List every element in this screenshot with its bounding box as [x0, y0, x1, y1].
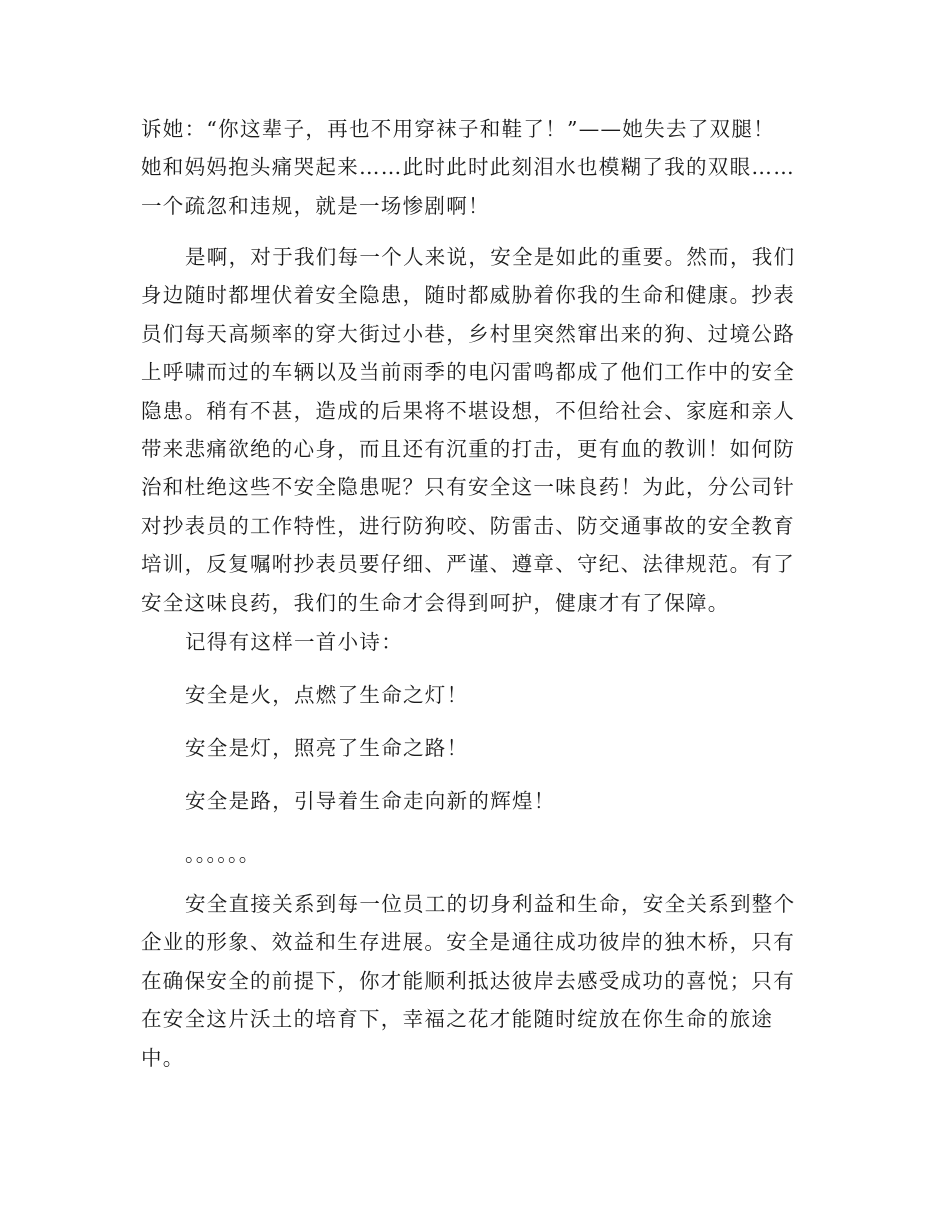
paragraph-1 — [141, 110, 811, 225]
poem-line-2: 安全是灯，照亮了生命之路！ — [185, 736, 469, 760]
paragraph-line: 企业的形象、效益和生存进展。安全是通往成功彼岸的独木桥，只有 — [141, 930, 795, 955]
paragraph-line: 一个疏忽和违规，就是一场惨剧啊！ — [141, 193, 490, 218]
paragraph-line: 员们每天高频率的穿大街过小巷，乡村里突然窜出来的狗、过境公路 — [141, 321, 795, 346]
paragraph-line: 她和妈妈抱头痛哭起来……此时此时此刻泪水也模糊了我的双眼…… — [141, 155, 795, 180]
poem-intro: 记得有这样一首小诗： — [185, 630, 403, 654]
paragraph-line: 安全这味良药，我们的生命才会得到呵护，健康才有了保障。 — [141, 590, 730, 615]
paragraph-line: 中。 — [141, 1045, 185, 1070]
poem-line-3: 安全是路，引导着生命走向新的辉煌！ — [185, 789, 556, 813]
ellipsis: 。。。。。。 — [185, 842, 260, 866]
paragraph-line: 安全直接关系到每一位员工的切身利益和生命，安全关系到整个 — [185, 892, 796, 916]
paragraph-line: 在安全这片沃土的培育下，幸福之花才能随时绽放在你生命的旅途 — [141, 1007, 774, 1032]
paragraph-line: 治和杜绝这些不安全隐患呢？只有安全这一味良药！为此，分公司针 — [141, 475, 795, 500]
paragraph-line: 带来悲痛欲绝的心身，而且还有沉重的打击，更有血的教训！如何防 — [141, 436, 795, 461]
poem-line-1: 安全是火，点燃了生命之灯！ — [185, 683, 469, 707]
paragraph-line: 隐患。稍有不甚，造成的后果将不堪设想，不但给社会、家庭和亲人 — [141, 398, 795, 423]
paragraph-3 — [141, 885, 811, 1077]
paragraph-line: 身边随时都埋伏着安全隐患，随时都威胁着你我的生命和健康。抄表 — [141, 283, 795, 308]
paragraph-line: 培训，反复嘱咐抄表员要仔细、严谨、遵章、守纪、法律规范。有了 — [141, 552, 795, 577]
paragraph-line: 诉她：“你这辈子，再也不用穿袜子和鞋了！”——她失去了双腿！ — [141, 117, 775, 141]
paragraph-line: 上呼啸而过的车辆以及当前雨季的电闪雷鸣都成了他们工作中的安全 — [141, 360, 795, 385]
paragraph-line: 对抄表员的工作特性，进行防狗咬、防雷击、防交通事故的安全教育 — [141, 513, 795, 538]
paragraph-line: 在确保安全的前提下，你才能顺利抵达彼岸去感受成功的喜悦；只有 — [141, 968, 795, 993]
paragraph-2 — [141, 238, 811, 622]
paragraph-line: 是啊，对于我们每一个人来说，安全是如此的重要。然而，我们 — [185, 245, 796, 269]
